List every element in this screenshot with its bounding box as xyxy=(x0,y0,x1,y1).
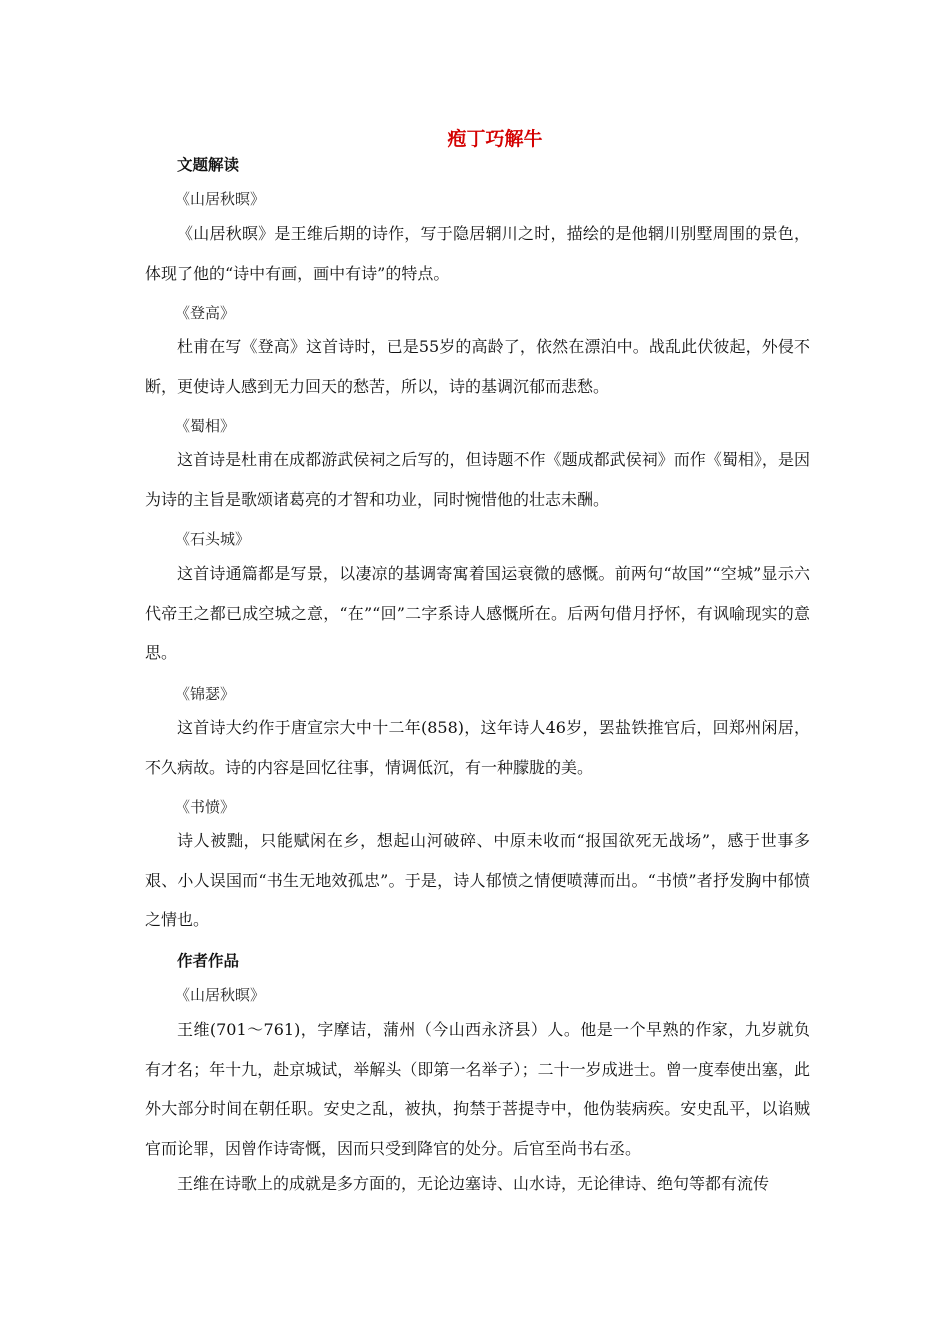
page-title: 疱丁巧解牛 xyxy=(447,128,543,150)
paragraph: 王维(701～761)，字摩诘，蒲州（今山西永济县）人。他是一个早熟的作家，九岁就负有才名；年十九，赴京城试，举解头（即第一名举子）；二十一岁成进士。曾一度奉使出塞，此外大部分时间在朝任职。安史之乱，被执，拘禁于菩提寺中，他伪装病疾。安史乱平，以谄贼官而论罪，因曾作诗寄慨，因而只受到降官的处分。后官至尚书右丞。 xyxy=(145,1020,810,1158)
paragraph: 王维在诗歌上的成就是多方面的，无论边塞诗、山水诗，无论律诗、绝句等都有流传 xyxy=(177,1174,770,1193)
paragraph: 这首诗是杜甫在成都游武侯祠之后写的，但诗题不作《题成都武侯祠》而作《蜀相》，是因为诗的主旨是歌颂诸葛亮的才智和功业，同时惋惜他的壮志未酬。 xyxy=(145,450,810,509)
section-heading-author-works: 作者作品 xyxy=(177,952,240,970)
paragraph: 杜甫在写《登高》这首诗时，已是55岁的高龄了，依然在漂泊中。战乱此伏彼起，外侵不断，更使诗人感到无力回天的愁苦，所以，诗的基调沉郁而悲愁。 xyxy=(145,337,810,396)
poem-title: 《书愤》 xyxy=(175,798,236,816)
poem-title: 《蜀相》 xyxy=(175,417,236,435)
poem-title: 《登高》 xyxy=(175,304,236,322)
paragraph: 这首诗大约作于唐宣宗大中十二年(858)，这年诗人46岁，罢盐铁推官后，回郑州闲居，不久病故。诗的内容是回忆往事，情调低沉，有一种朦胧的美。 xyxy=(145,718,810,777)
poem-title: 《山居秋暝》 xyxy=(175,986,266,1004)
poem-title: 《石头城》 xyxy=(175,530,251,548)
poem-title: 《锦瑟》 xyxy=(175,685,236,703)
paragraph: 这首诗通篇都是写景，以凄凉的基调寄寓着国运衰微的感慨。前两句“故国”“空城”显示六代帝王之都已成空城之意，“在”“回”二字系诗人感慨所在。后两句借月抒怀，有讽喻现实的意思。 xyxy=(145,564,810,662)
paragraph: 《山居秋暝》是王维后期的诗作，写于隐居辋川之时，描绘的是他辋川别墅周围的景色，体现了他的“诗中有画，画中有诗”的特点。 xyxy=(145,224,810,283)
poem-title: 《山居秋暝》 xyxy=(175,190,266,208)
section-heading-title-interpretation: 文题解读 xyxy=(177,156,240,174)
paragraph: 诗人被黜，只能赋闲在乡，想起山河破碎、中原未收而“报国欲死无战场”，感于世事多艰、小人误国而“书生无地效孤忠”。于是，诗人郁愤之情便喷薄而出。“书愤”者抒发胸中郁愤之情也。 xyxy=(145,831,810,929)
